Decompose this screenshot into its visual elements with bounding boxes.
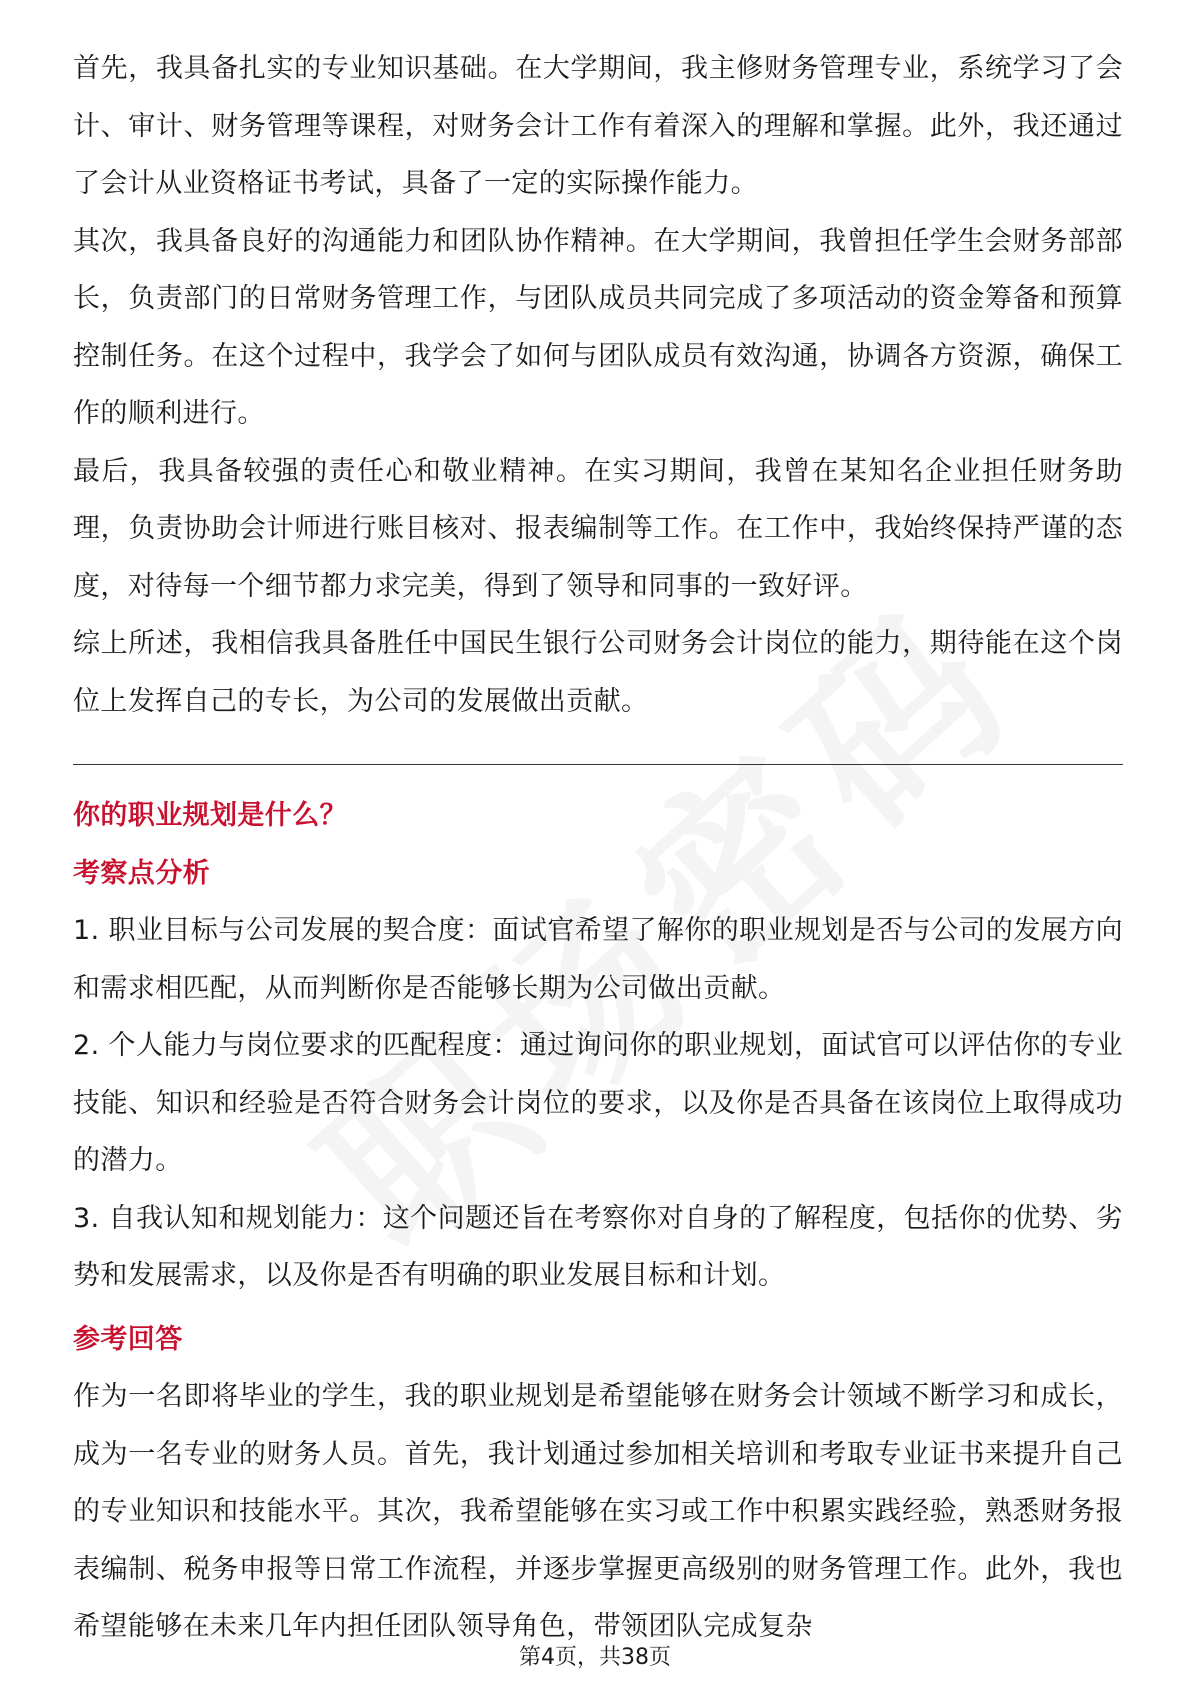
answer-text: 作为一名即将毕业的学生，我的职业规划是希望能够在财务会计领域不断学习和成长，成为一名专业的财务人员。首先，我计划通过参加相关培训和考取专业证书来提升自己的专业知识和技能水平。其次，我希望能够在实习或工作中积累实践经验，熟悉财务报表编制、税务申报等日常工作流程，并逐步掌握更高级别的财务管理工作。此外，我也希望能够在未来几年内担任团队领导角色，带领团队完成复杂 — [73, 1381, 1123, 1642]
intro-paragraph-1: 首先，我具备扎实的专业知识基础。在大学期间，我主修财务管理专业，系统学习了会计、审计、财务管理等课程，对财务会计工作有着深入的理解和掌握。此外，我还通过了会计从业资格证书考试，具备了一定的实际操作能力。 — [73, 53, 1123, 199]
intro-paragraph-4: 综上所述，我相信我具备胜任中国民生银行公司财务会计岗位的能力，期待能在这个岗位上发挥自己的专长，为公司的发展做出贡献。 — [73, 628, 1123, 717]
section-divider — [73, 764, 1123, 765]
analysis-item-2: 2. 个人能力与岗位要求的匹配程度：通过询问你的职业规划，面试官可以评估你的专业技能、知识和经验是否符合财务会计岗位的要求，以及你是否具备在该岗位上取得成功的潜力。 — [73, 1030, 1123, 1176]
analysis-item-1: 1. 职业目标与公司发展的契合度：面试官希望了解你的职业规划是否与公司的发展方向和需求相匹配，从而判断你是否能够长期为公司做出贡献。 — [73, 915, 1123, 1004]
document-page — [73, 40, 1123, 1656]
analysis-item-3: 3. 自我认知和规划能力：这个问题还旨在考察你对自身的了解程度，包括你的优势、劣势和发展需求，以及你是否有明确的职业发展目标和计划。 — [73, 1202, 1123, 1291]
analysis-heading: 考察点分析 — [73, 857, 210, 889]
intro-paragraph-3: 最后，我具备较强的责任心和敬业精神。在实习期间，我曾在某知名企业担任财务助理，负责协助会计师进行账目核对、报表编制等工作。在工作中，我始终保持严谨的态度，对待每一个细节都力求完美，得到了领导和同事的一致好评。 — [73, 455, 1123, 602]
page-number: 第4页，共38页 — [519, 1645, 671, 1670]
question-title: 你的职业规划是什么？ — [73, 800, 347, 831]
answer-heading: 参考回答 — [73, 1323, 183, 1355]
intro-paragraph-2: 其次，我具备良好的沟通能力和团队协作精神。在大学期间，我曾担任学生会财务部部长，负责部门的日常财务管理工作，与团队成员共同完成了多项活动的资金筹备和预算控制任务。在这个过程中，我学会了如何与团队成员有效沟通，协调各方资源，确保工作的顺利进行。 — [73, 225, 1123, 429]
